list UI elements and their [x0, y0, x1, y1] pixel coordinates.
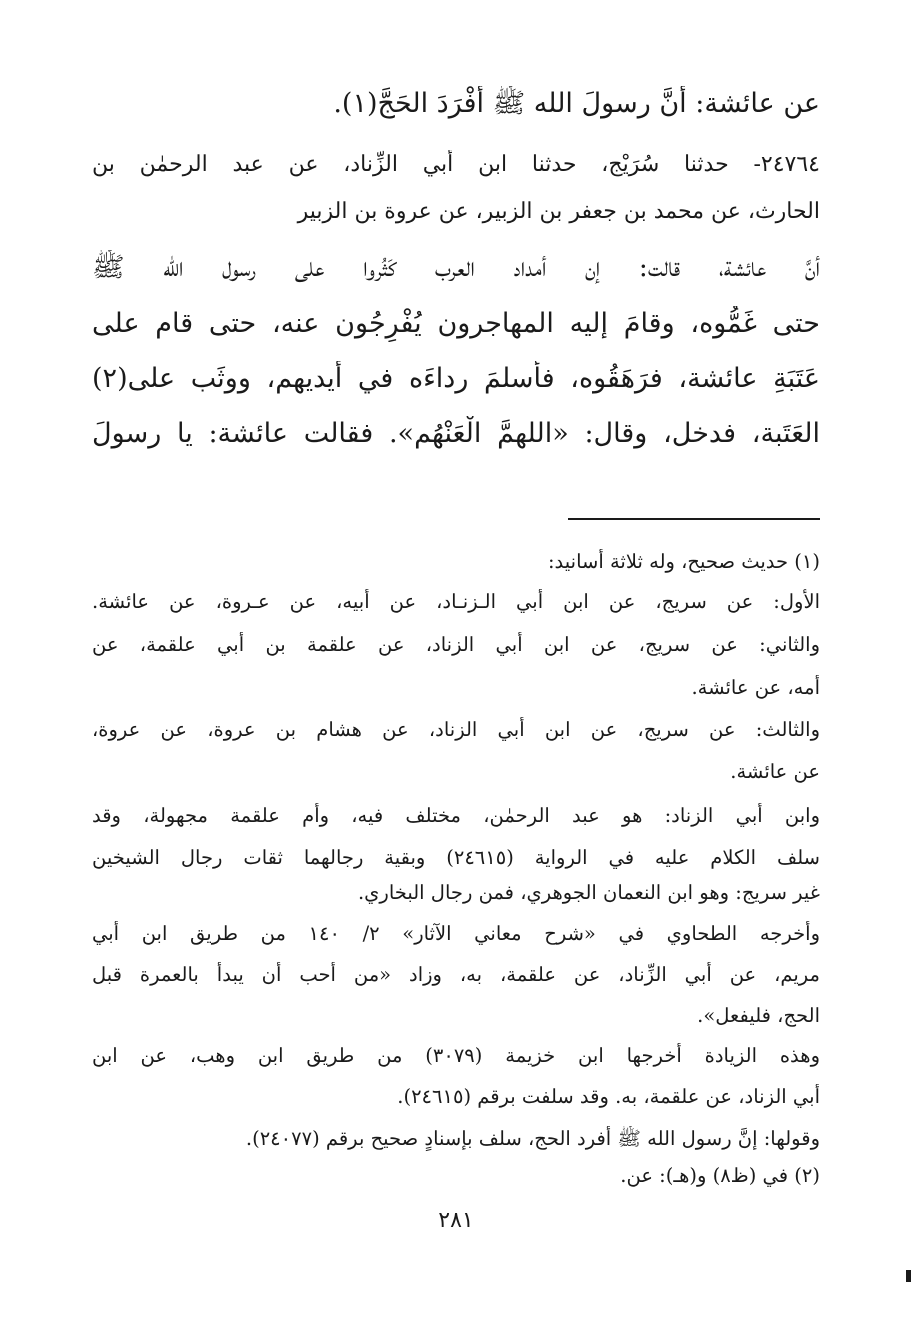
footnote-line: أبي الزناد، عن علقمة، به. وقد سلفت برقم (٢٤٦١٥). [397, 1085, 820, 1108]
opening-line: عن عائشة: أَنَّ رسولَ الله ﷺ أَفْرَدَ الحَجَّ(١). [333, 88, 820, 119]
scan-edge-mark [906, 1270, 911, 1282]
hadith-header-line: الحارث، عن محمد بن جعفر بن الزبير، عن عروة بن الزبير [297, 199, 820, 224]
footnote-line: وهذه الزيادة أخرجها ابن خزيمة (٣٠٧٩) من طريق ابن وهب، عن ابن [92, 1044, 820, 1067]
footnote-line: سلف الكلام عليه في الرواية (٢٤٦١٥) وبقية رجالهما ثقات رجال الشيخين [92, 846, 820, 869]
footnote-line: الأول: عن سريج، عن ابن أبي الـزنـاد، عن أبيه، عن عـروة، عن عائشة. [92, 590, 820, 613]
footnote-line: وأخرجه الطحاوي في «شرح معاني الآثار» ٢/ ١٤٠ من طريق ابن أبي [92, 922, 820, 945]
hadith-body-line: عَتَبَةِ عائشة، فرَهَقُوه، فأسلمَ رداءَه في أيديهم، ووثَب على(٢) [92, 363, 820, 394]
hadith-body-line: حتى غَمُّوه، وقامَ إليه المهاجرون يُفْرِجُون عنه، حتى قام على [92, 308, 820, 339]
hadith-header-line: ٢٤٧٦٤- حدثنا سُرَيْج، حدثنا ابن أبي الزِّناد، عن عبد الرحمٰن بن [92, 152, 820, 177]
footnote-line: غير سريج: وهو ابن النعمان الجوهري، فمن رجال البخاري. [357, 881, 820, 904]
footnote-line: (٢) في (ظ٨) و(هـ): عن. [620, 1164, 820, 1187]
footnote-line: أمه، عن عائشة. [691, 676, 820, 699]
hadith-body-line: العَتَبة، فدخل، وقال: «اللهمَّ الْعَنْهُم». فقالت عائشة: يا رسولَ [92, 418, 820, 449]
footnote-line: والثاني: عن سريج، عن ابن أبي الزناد، عن علقمة بن أبي علقمة، عن [92, 633, 820, 656]
footnote-line: وابن أبي الزناد: هو عبد الرحمٰن، مختلف فيه، وأم علقمة مجهولة، وقد [92, 804, 820, 827]
footnote-line: الحج، فليفعل». [697, 1004, 820, 1027]
page-number: ٢٨١ [438, 1208, 474, 1233]
footnote-line: (١) حديث صحيح، وله ثلاثة أسانيد: [547, 550, 820, 573]
hadith-body-line: أنَّ عائشة، قالت: إن أمداد العرب كَثُروا على رسول الله ﷺ [92, 252, 820, 283]
footnote-line: والثالث: عن سريج، عن ابن أبي الزناد، عن هشام بن عروة، عن عروة، [92, 718, 820, 741]
footnote-line: عن عائشة. [730, 760, 820, 783]
footnote-line: مريم، عن أبي الزِّناد، عن علقمة، به، وزاد «من أحب أن يبدأ بالعمرة قبل [92, 963, 820, 986]
footnote-separator [568, 518, 820, 520]
footnote-line: وقولها: إنَّ رسول الله ﷺ أفرد الحج، سلف بإسنادٍ صحيح برقم (٢٤٠٧٧). [245, 1127, 820, 1150]
